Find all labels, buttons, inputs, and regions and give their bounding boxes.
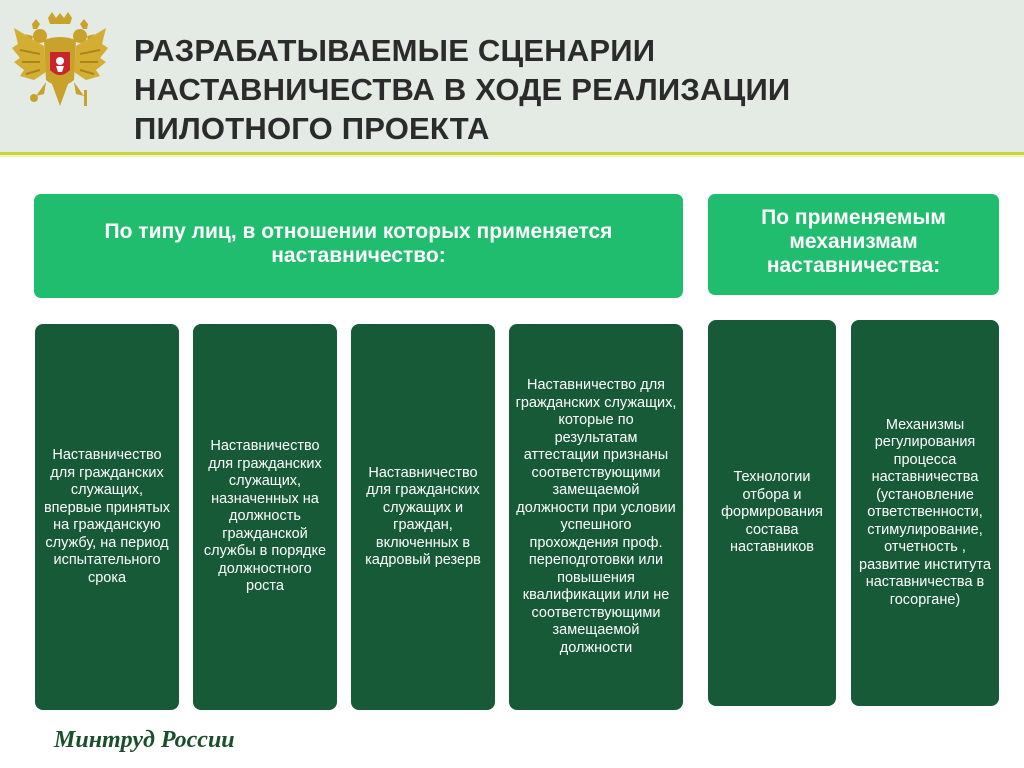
- header-accent-line-light: [0, 155, 1024, 157]
- group-header-mechanisms: [708, 194, 999, 295]
- mechanism-card-selection: [708, 320, 836, 706]
- title-line-3: ПИЛОТНОГО ПРОЕКТА: [134, 111, 490, 146]
- scenario-card-personnel-reserve: [351, 324, 495, 710]
- emblem-icon: [10, 10, 110, 120]
- mechanism-card-text: Технологии отбора и формирования состава наставников: [721, 469, 823, 556]
- page-title: [134, 31, 994, 148]
- scenario-card-text: Наставничество для гражданских служащих, впервые принятых на гражданскую службу, на период испытательного срока: [43, 447, 171, 586]
- mechanism-card-regulation: [851, 320, 999, 706]
- scenario-card-text: Наставничество для гражданских служащих и граждан, включенных в кадровый резерв: [365, 464, 481, 568]
- scenario-card-text: Наставничество для гражданских служащих, которые по результатам аттестации признаны соответствующими замещаемой должности при условии успешного прохождения проф. переподготовки или повышения квалификации или не соответствующими замещаемой должности: [515, 377, 677, 656]
- mechanism-card-text: Механизмы регулирования процесса наставничества (установление ответственности, стимулирование, отчетность , развитие института наставничества в госоргане): [859, 416, 991, 608]
- scenario-card-text: Наставничество для гражданских служащих, назначенных на должность гражданской службы в порядке должностного роста: [203, 438, 327, 595]
- scenario-card-attestation: [509, 324, 683, 710]
- title-line-1: РАЗРАБАТЫВАЕМЫЕ СЦЕНАРИИ: [134, 33, 656, 68]
- scenario-card-new-employees: [35, 324, 179, 710]
- footer-logo-text: Минтруд России: [54, 727, 235, 753]
- group-header-person-type: [34, 194, 683, 298]
- group-header-mechanisms-label: По применяемым механизмам наставничества:: [761, 206, 946, 277]
- group-header-person-type-label: По типу лиц, в отношении которых применяется наставничество:: [104, 220, 613, 267]
- title-line-2: НАСТАВНИЧЕСТВА В ХОДЕ РЕАЛИЗАЦИИ: [134, 72, 791, 107]
- scenario-card-career-growth: [193, 324, 337, 710]
